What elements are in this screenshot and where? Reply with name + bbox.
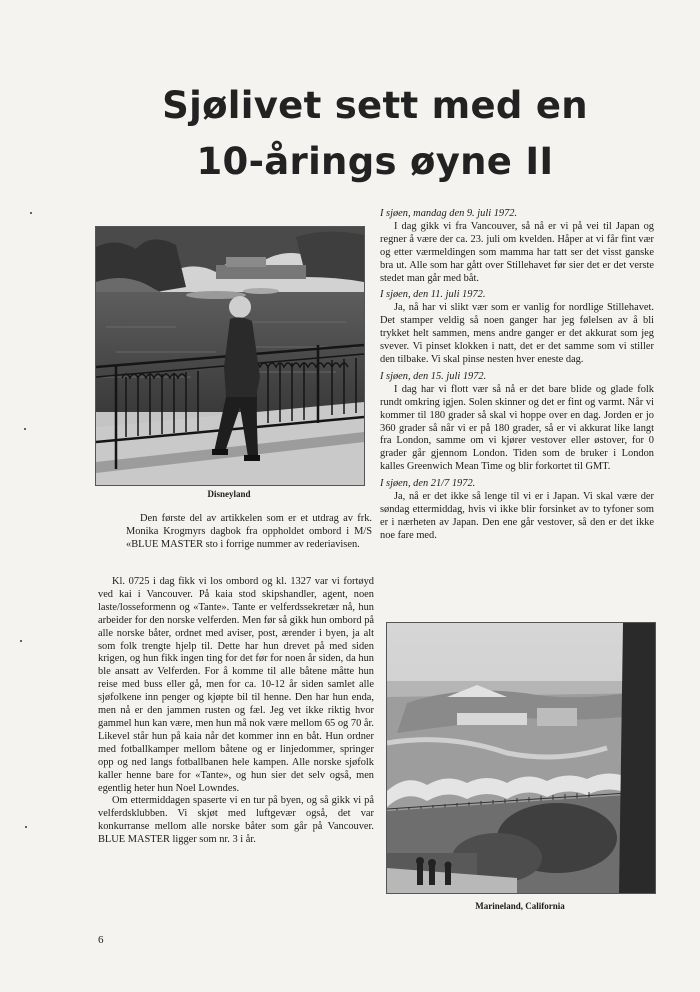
left-column (98, 576, 374, 847)
scan-speck (30, 212, 32, 214)
scan-speck (20, 640, 22, 642)
title-line-1: Sjølivet sett med en (162, 84, 588, 127)
disneyland-photo (95, 226, 365, 486)
body-paragraph: Om ettermiddagen spaserte vi en tur på byen, og så gikk vi på velferdsklubben. Vi skjøt med luftgevær også, det var konkurranse mellom alle norske båter som går på Vancouver. BLUE MASTER ligger som nr. 3 i år. (98, 795, 374, 846)
marineland-caption: Marineland, California (475, 901, 565, 911)
disneyland-caption: Disneyland (207, 489, 251, 499)
diary-text: Ja, nå har vi slikt vær som er vanlig for nordlige Stillehavet. Det stamper veldig så noen ganger har jeg følelsen av å bli trykket helt sammen, mens andre ganger er det akkurat som jeg svever. Vi pinset klokken i natt, det er det samme som vi stiller den tilbake. Vi skal pinse nesten hver eneste dag. (380, 302, 654, 365)
diary-date: I sjøen, den 21/7 1972. (380, 478, 476, 490)
diary-date: I sjøen, den 15. juli 1972. (380, 370, 487, 382)
diary-date: I sjøen, mandag den 9. juli 1972. (380, 208, 518, 219)
title-line-2: 10-årings øyne II (196, 140, 554, 183)
marineland-photo (386, 622, 656, 894)
scan-speck (24, 428, 26, 430)
diary-text: Ja, nå er det ikke så lenge til vi er i Japan. Vi skal være der søndag ettermiddag, hvis vi ikke blir forsinket av to tyfoner som er i nærheten av Japan. Den ene går vestover, så den er det ikke noe fare med. (380, 491, 654, 541)
diary-text: I dag har vi flott vær så nå er det bare blide og glade folk rundt omkring igjen. Solen skinner og det er fint og varmt. Når vi kommer til 180 grader så skal vi hoppe over en dag. Jorden er jo 360 grader så når vi er på 180 grader, så er vi akkurat like langt fra London, samme om vi kjører vestover eller østover, for 0 grader går gjennom London. Tiden som de bruker i London kalles Greenwich Mean Time og blir forkortet til GMT. (380, 383, 654, 473)
intro-text: Den første del av artikkelen som er et utdrag av frk. Monika Krogmyrs dagbok fra oppholdet ombord i M/S «BLUE MASTER sto i forrige nummer av rederiavisen. (126, 513, 372, 550)
body-paragraph: Kl. 0725 i dag fikk vi los ombord og kl. 1327 var vi fortøyd ved kai i Vancouver. På kaia stod skipshandler, agent, noen laste/losseformenn og «Tante». Tante er velferdssekretær nå, hun arbeider for den norske velferden. Men før så gikk hun ombord på alle norske båter, ordnet med aviser, post, ærender i byen, ja alt som folk trengte hjelp til. Dette har hun drevet på med siden krigen, og hun fikk ingen ting for det før for noen år siden, da hun ble ansatt av Velferden. For å komme til alle båtene måtte hun reise med buss eller gå, men for ca. 10-12 år siden samlet alle sjøfolkene inn penger og kjøpte bil til henne. Den har hun enda, men nå er den jammen rusten og fæl. Jeg vet ikke riktig hvor gammel hun kan være, men hun må nok være mellom 65 og 70 år. Likevel står hun på kaia når det kommer inn en båt. Hun ordner med fotballkamper mellom båtene og er linjedommer, springer opp og ned langs fotballbanen hele kampen. Alle norske sjøfolk kaller henne bare for «Tante», og hun sier det selv også, men egentlig heter hun Noel Lowndes. (98, 576, 374, 794)
diary-text: I dag gikk vi fra Vancouver, så nå er vi på vei til Japan og regner å være der ca. 23. juli om kvelden. Håper at vi får fint vær og etter værmeldingen som mamma har tatt ser det visst ganske bra ut. Alle som har gått over Stillehavet før sier det er det verste stedet man går med båt. (380, 220, 654, 284)
scan-speck (25, 826, 27, 828)
diary-date: I sjøen, den 11. juli 1972. (380, 289, 486, 301)
article-title (150, 78, 600, 190)
page-number: 6 (98, 934, 104, 946)
right-column (380, 208, 654, 543)
article-intro (126, 513, 372, 552)
